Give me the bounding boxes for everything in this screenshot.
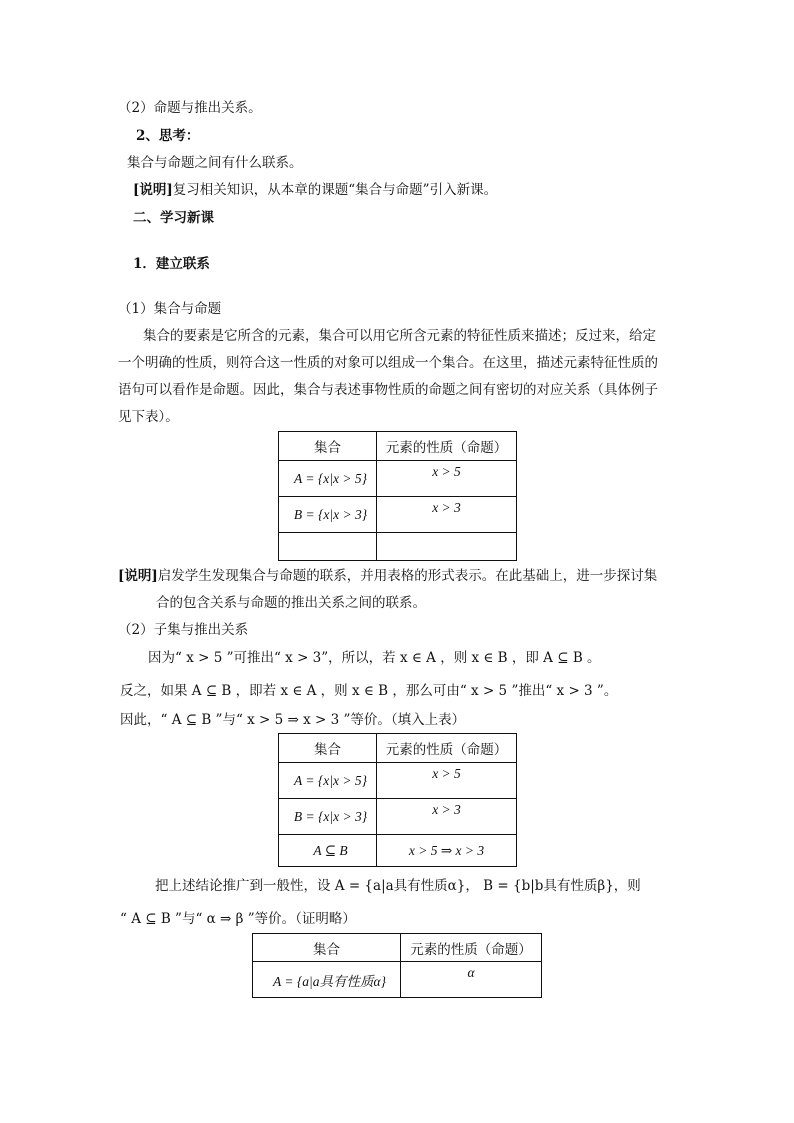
line-conversely: 反之，如果 A ⊆ B ，即若 x ∈ A ，则 x ∈ B ，那么可由“ x > 5 ”推出“ x > 3 ”。 <box>120 683 618 699</box>
table-cell-prop-b: x > 3 <box>377 497 517 533</box>
line-therefore: 因此，“ A ⊆ B ”与“ x > 5 ⇒ x > 3 ”等价。（填入上表） <box>120 712 466 728</box>
note-2 <box>118 564 657 584</box>
table-header-set: 集合 <box>253 934 401 962</box>
line-because: 因为“ x > 5 ”可推出“ x > 3”，所以，若 x ∈ A ，则 x ∈ B ，即 A ⊆ B 。 <box>148 650 601 666</box>
table-cell-set-a: A = {x|x > 5} <box>279 763 377 799</box>
paragraph-line-3: 语句可以看作是命题。因此，集合与表述事物性质的命题之间有密切的对应关系（具体例子 <box>118 382 658 398</box>
subheading-build-connection: 1．建立联系 <box>133 256 210 272</box>
line-proposition-inference: （2）命题与推出关系。 <box>118 100 262 116</box>
table-cell-prop-a: x > 5 <box>377 461 517 497</box>
table-cell-set-a: A = {a|a具有性质α} <box>253 962 401 998</box>
table-cell-prop-b: x > 3 <box>377 799 517 835</box>
table-header-set: 集合 <box>279 734 377 763</box>
table-cell-empty <box>279 533 377 561</box>
table-cell-empty <box>377 533 517 561</box>
paragraph-line-2: 一个明确的性质，则符合这一性质的对象可以组成一个集合。在这里，描述元素特征性质的 <box>118 355 658 371</box>
table-cell-prop-alpha: α <box>401 962 542 998</box>
table-sets-properties-1 <box>278 431 517 561</box>
table-header-property: 元素的性质（命题） <box>377 432 517 461</box>
table-header-property: 元素的性质（命题） <box>401 934 542 962</box>
line-generalize: 把上述结论推广到一般性，设 A = {a|a具有性质α}， B = {b|b具有性质β}，则 <box>155 878 641 894</box>
note-text: 复习相关知识，从本章的课题“集合与命题”引入新课。 <box>172 182 498 198</box>
table-sets-properties-3 <box>252 933 542 998</box>
line-question: 集合与命题之间有什么联系。 <box>127 155 303 171</box>
table-cell-implication: x > 5 ⇒ x > 3 <box>377 835 517 867</box>
table-cell-subset: A ⊆ B <box>279 835 377 867</box>
paragraph-line-1: 集合的要素是它所含的元素，集合可以用它所含元素的特征性质来描述；反过来，给定 <box>143 328 656 344</box>
table-cell-set-b: B = {x|x > 3} <box>279 799 377 835</box>
note-tag: [说明] <box>118 568 158 584</box>
table-sets-properties-2 <box>278 733 517 867</box>
table-header-set: 集合 <box>279 432 377 461</box>
table-cell-set-b: B = {x|x > 3} <box>279 497 377 533</box>
note-2-continued: 合的包含关系与命题的推出关系之间的联系。 <box>156 595 426 611</box>
note-1 <box>133 178 497 198</box>
paragraph-line-4: 见下表）。 <box>118 409 179 425</box>
line-equivalent: “ A ⊆ B ”与“ α ⇒ β ”等价。（证明略） <box>120 911 356 927</box>
table-cell-set-a: A = {x|x > 5} <box>279 461 377 497</box>
subheading-subset-inference: （2）子集与推出关系 <box>118 622 249 638</box>
note-tag: [说明] <box>133 182 173 198</box>
table-header-property: 元素的性质（命题） <box>377 734 517 763</box>
table-cell-prop-a: x > 5 <box>377 763 517 799</box>
section-heading-new-lesson: 二、学习新课 <box>133 210 214 226</box>
subheading-sets-propositions: （1）集合与命题 <box>118 301 222 317</box>
note-text: 启发学生发现集合与命题的联系，并用表格的形式表示。在此基础上，进一步探讨集 <box>157 568 658 584</box>
heading-think: 2、思考： <box>136 128 200 144</box>
